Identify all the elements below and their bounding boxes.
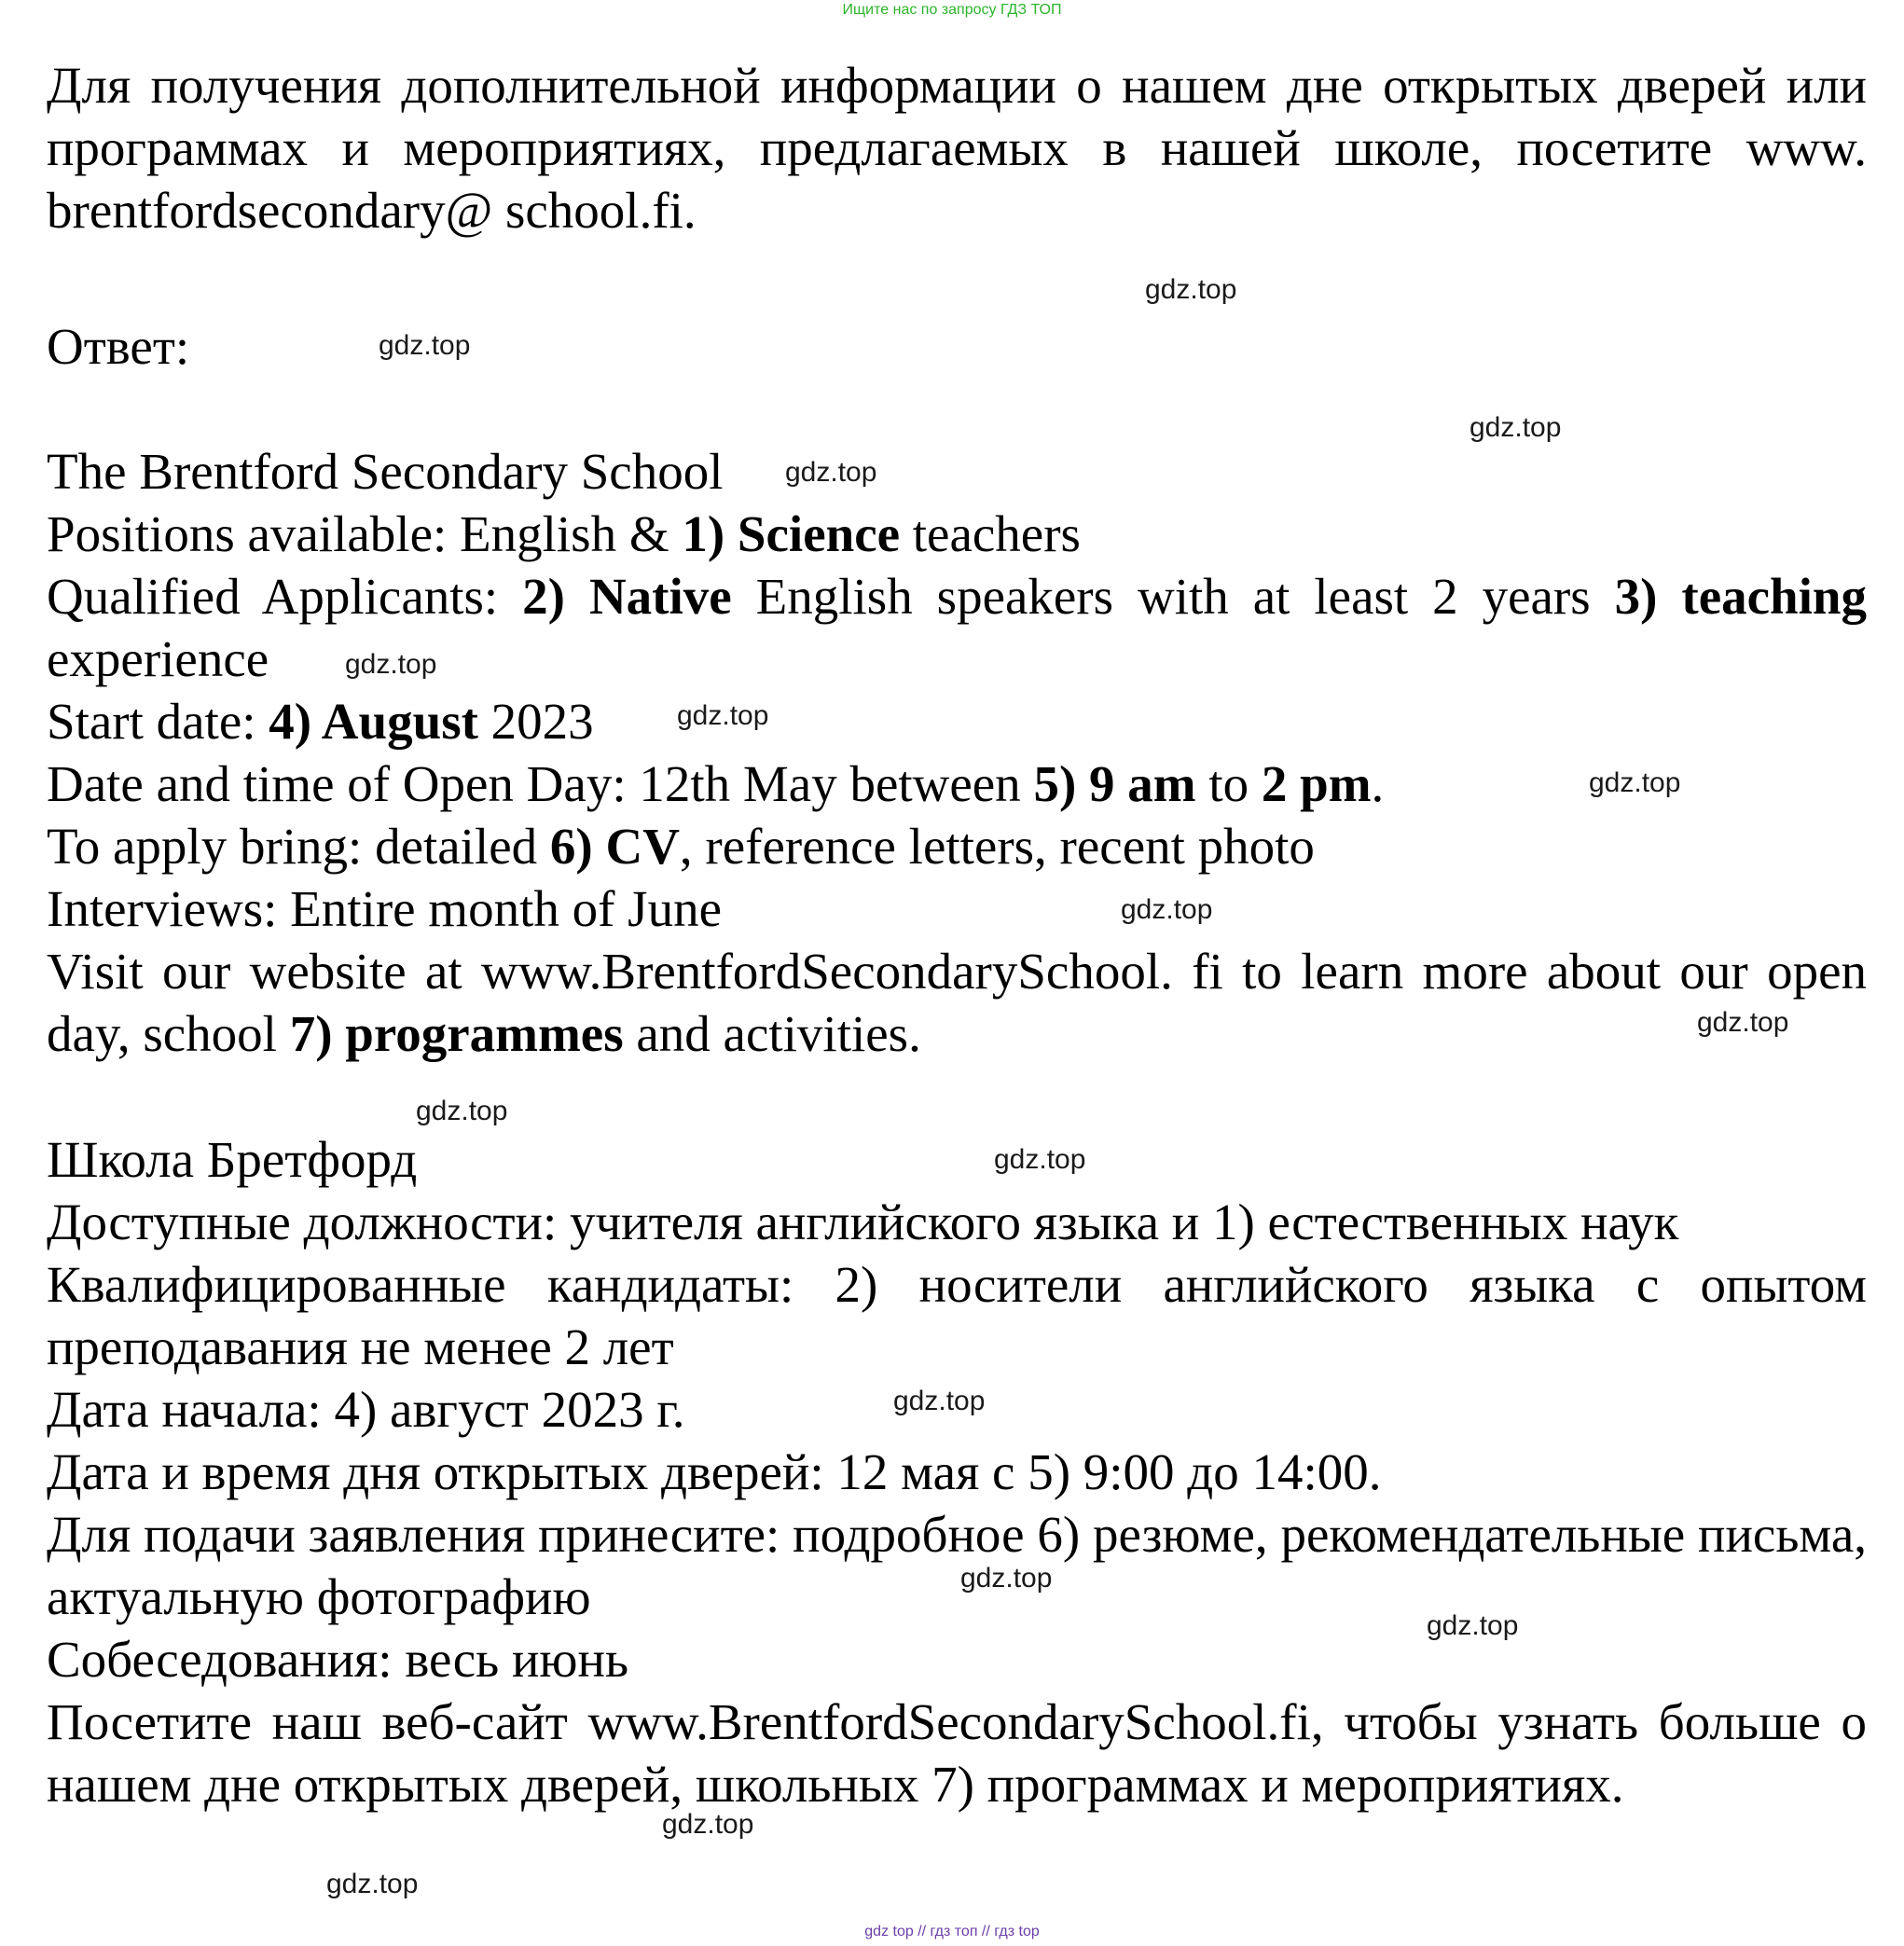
answer-2: 2) Native: [522, 568, 732, 625]
visit-line-ru: Посетите наш веб-сайт www.BrentfordSecondarySchool.fi, чтобы узнать больше о нашем дне открытых дверей, школьных 7) программах и мероприятиях.: [47, 1693, 1867, 1813]
open-day-line-ru: Дата и время дня открытых дверей: 12 мая с 5) 9:00 до 14:00.: [47, 1443, 1382, 1500]
watermark: gdz.top: [1427, 1610, 1519, 1641]
watermark: gdz.top: [1589, 767, 1681, 798]
visit-line-en: Visit our website at www.BrentfordSecondarySchool. fi to learn more about our open day, school 7) programmes and activities.: [47, 943, 1867, 1062]
watermark: gdz.top: [345, 649, 437, 680]
answer-7: 7) programmes: [289, 1005, 624, 1062]
school-name-en: The Brentford Secondary School: [47, 443, 724, 500]
watermark: gdz.top: [677, 700, 769, 731]
watermark: gdz.top: [662, 1809, 754, 1840]
start-date-line-ru: Дата начала: 4) август 2023 г.: [47, 1381, 685, 1438]
answer-5: 5) 9 am: [1033, 755, 1196, 812]
watermark: gdz.top: [416, 1096, 508, 1126]
school-name-ru: Школа Бретфорд: [47, 1131, 418, 1188]
answer-label: Ответ:: [47, 318, 190, 375]
top-banner[interactable]: Ищите нас по запросу ГДЗ ТОП: [842, 2, 1062, 18]
watermark: gdz.top: [893, 1386, 986, 1416]
answer-4: 4) August: [269, 693, 478, 750]
qualified-line-ru: Квалифицированные кандидаты: 2) носители английского языка с опытом преподавания не менее 2 лет: [47, 1256, 1867, 1375]
english-answer-section: [47, 440, 1867, 1065]
russian-answer-section: [47, 1128, 1867, 1815]
answer-6: 6) CV: [549, 818, 680, 875]
apply-line-ru: Для подачи заявления принесите: подробное 6) резюме, рекомендательные письма, актуальную фотографию: [47, 1506, 1867, 1625]
apply-line-en: To apply bring: detailed 6) CV, reference letters, recent photo: [47, 818, 1315, 875]
answer-3: 3) teaching: [1614, 568, 1867, 625]
watermark: gdz.top: [326, 1869, 419, 1899]
answer-1: 1) Science: [682, 505, 901, 562]
watermark: gdz.top: [994, 1144, 1086, 1175]
watermark: gdz.top: [1121, 894, 1213, 925]
document-body: [47, 54, 1867, 1815]
intro-paragraph: Для получения дополнительной информации о нашем дне открытых дверей или программах и мероприятиях, предлагаемых в нашей школе, посетите www. brentfordsecondary@ school.fi.: [47, 57, 1867, 239]
interviews-line-en: Interviews: Entire month of June: [47, 880, 722, 937]
watermark: gdz.top: [960, 1563, 1053, 1594]
watermark: gdz.top: [785, 457, 877, 488]
watermark: gdz.top: [1469, 412, 1562, 443]
watermark: gdz.top: [379, 330, 471, 361]
answer-5-end: 2 pm: [1261, 755, 1372, 812]
positions-line-ru: Доступные должности: учителя английского языка и 1) естественных наук: [47, 1194, 1679, 1250]
open-day-line-en: Date and time of Open Day: 12th May between 5) 9 am to 2 pm.: [47, 755, 1385, 812]
start-date-line-en: Start date: 4) August 2023: [47, 693, 594, 750]
watermark: gdz.top: [1697, 1007, 1789, 1038]
watermark: gdz.top: [1145, 274, 1237, 305]
qualified-line-en: Qualified Applicants: 2) Native English speakers with at least 2 years 3) teaching experience: [47, 568, 1867, 687]
interviews-line-ru: Собеседования: весь июнь: [47, 1631, 629, 1688]
bottom-banner[interactable]: gdz top // гдз топ // гдз top: [864, 1924, 1040, 1939]
positions-line-en: Positions available: English & 1) Science teachers: [47, 505, 1081, 562]
